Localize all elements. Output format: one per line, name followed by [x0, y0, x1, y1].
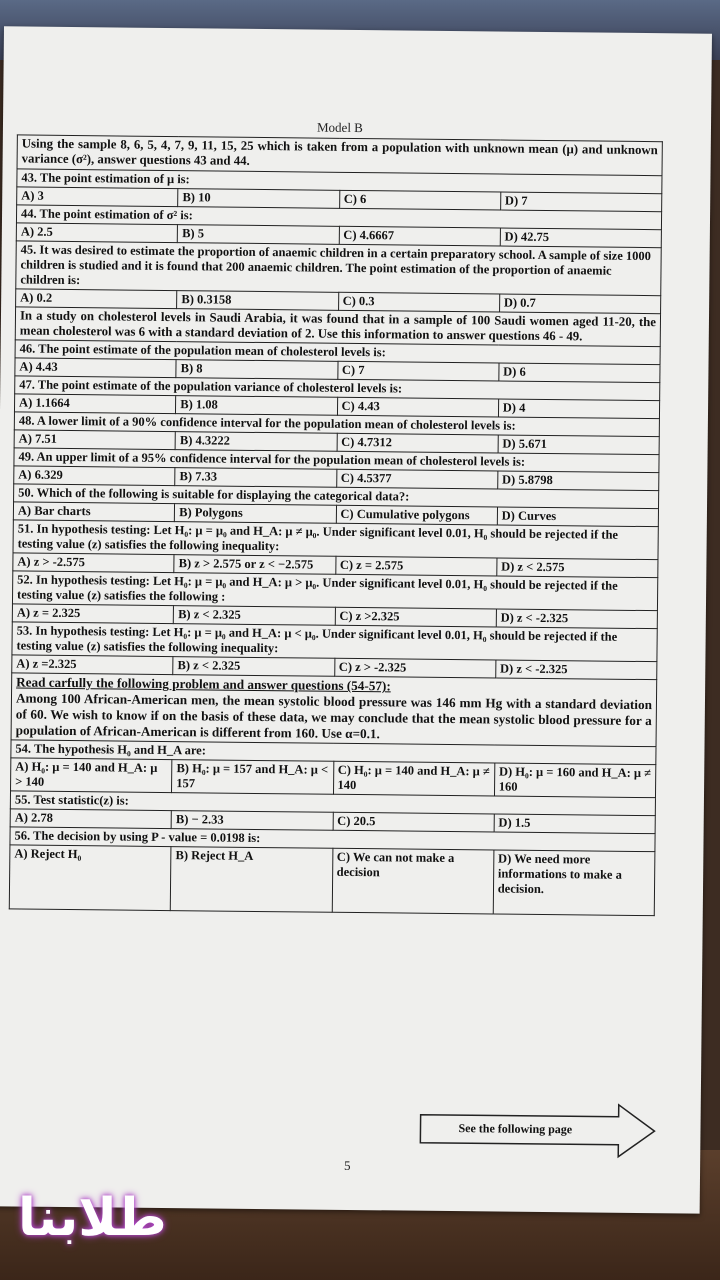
q55-option-a: A) 2.78 — [10, 809, 171, 829]
intro-sample: Using the sample 8, 6, 5, 4, 7, 9, 11, 15, 25 which is taken from a population with unknown mean (μ) and unknown variance (σ²), answer questions 43 and 44. — [17, 135, 662, 175]
intro-blood-pressure — [11, 673, 657, 746]
q52-stem: 52. In hypothesis testing: Let H₀: μ = μ₀ and H_A: μ > μ₀. Under significant level 0.01, H₀ should be rejected if the testing value (z) satisfies the following : — [12, 571, 657, 611]
q48-option-a: A) 7.51 — [14, 430, 175, 450]
q49-stem: 49. An upper limit of a 95% confidence interval for the population mean of cholesterol levels is: — [14, 448, 659, 473]
q47-option-d: D) 4 — [498, 399, 659, 419]
q44-stem: 44. The point estimation of σ² is: — [16, 205, 661, 230]
intro-cholesterol: In a study on cholesterol levels in Saudi Arabia, it was found that in a sample of 100 Saudi women aged 11-20, the mean cholesterol was 6 with a standard deviation of 2. Use this information to answer questions 46 - 49. — [15, 307, 660, 347]
q54-option-a: A) H₀: μ = 140 and H_A: μ > 140 — [11, 758, 173, 793]
q46-option-a: A) 4.43 — [15, 358, 176, 378]
q45-option-d: D) 0.7 — [499, 294, 660, 314]
q48-option-d: D) 5.671 — [498, 435, 659, 455]
q49-option-b: B) 7.33 — [175, 468, 336, 488]
q46-option-b: B) 8 — [176, 360, 337, 380]
page-number: 5 — [344, 1157, 351, 1173]
q44-option-c: C) 4.6667 — [339, 226, 500, 246]
q48-option-c: C) 4.7312 — [337, 434, 498, 454]
q56-option-b: B) Reject H_A — [171, 846, 333, 912]
q48-stem: 48. A lower limit of a 90% confidence interval for the population mean of cholesterol levels is: — [14, 412, 659, 437]
intro-blood-pressure-title: Read carfully the following problem and answer questions (54-57): — [16, 674, 391, 694]
q52-option-a: A) z = 2.325 — [12, 604, 173, 624]
q47-stem: 47. The point estimate of the population variance of cholesterol levels is: — [15, 376, 660, 401]
q51-option-b: B) z > 2.575 or z < −2.575 — [174, 555, 335, 575]
q54-option-c: C) H₀: μ = 140 and H_A: μ ≠ 140 — [333, 761, 495, 796]
q50-option-b: B) Polygons — [175, 504, 336, 524]
see-next-text: See the following page — [458, 1121, 573, 1137]
q50-stem: 50. Which of the following is suitable for displaying the categorical data?: — [14, 484, 659, 509]
questions-table — [9, 134, 663, 915]
watermark-text: طلابنا — [18, 1188, 167, 1248]
q53-option-d: D) z < -2.325 — [495, 660, 656, 680]
q44-option-a: A) 2.5 — [16, 223, 177, 243]
q56-option-d: D) We need more informations to make a decision. — [493, 850, 655, 916]
q45-option-a: A) 0.2 — [16, 289, 177, 309]
q53-option-b: B) z < 2.325 — [173, 657, 334, 677]
watermark-logo — [18, 1168, 167, 1252]
q55-stem: 55. Test statistic(z) is: — [10, 791, 655, 816]
q43-option-a: A) 3 — [17, 187, 178, 207]
intro-blood-pressure-text: Among 100 African-American men, the mean systolic blood pressure was 146 mm Hg with a standard deviation of 60. We wish to know if on the basis of these data, we may conclude that the mean systolic blood pressure for a population of African-American is different from 160. Use α=0.1. — [15, 690, 653, 742]
q50-option-a: A) Bar charts — [13, 502, 174, 522]
q48-option-b: B) 4.3222 — [175, 432, 336, 452]
q47-option-c: C) 4.43 — [337, 398, 498, 418]
q56-option-c: C) We can not make a decision — [332, 848, 494, 914]
q56-stem: 56. The decision by using P - value = 0.0198 is: — [10, 827, 655, 852]
q46-option-c: C) 7 — [337, 362, 498, 382]
q44-option-b: B) 5 — [178, 224, 339, 244]
q56-option-a: A) Reject H₀ — [9, 845, 171, 911]
q49-option-d: D) 5.8798 — [497, 471, 658, 491]
model-header: Model B — [316, 119, 363, 136]
q53-option-c: C) z > -2.325 — [334, 659, 495, 679]
q52-option-b: B) z < 2.325 — [174, 606, 335, 626]
q51-stem: 51. In hypothesis testing: Let H₀: μ = μ₀ and H_A: μ ≠ μ₀. Under significant level 0.01, H₀ should be rejected if the testing value (z) satisfies the following inequality: — [13, 520, 658, 560]
q45-stem: 45. It was desired to estimate the proportion of anaemic children in a certain preparatory school. A sample of size 1000 children is studied and it is found that 200 anaemic children. The point estimation of the proportion of anaemic children is: — [16, 241, 661, 296]
q53-stem: 53. In hypothesis testing: Let H₀: μ = μ₀ and H_A: μ < μ₀. Under significant level 0.01, H₀ should be rejected if the testing value (z) satisfies the following inequality: — [12, 622, 657, 662]
q54-stem: 54. The hypothesis H₀ and H_A are: — [11, 740, 656, 765]
q46-option-d: D) 6 — [499, 363, 660, 383]
q52-option-d: D) z < -2.325 — [496, 609, 657, 629]
q49-option-c: C) 4.5377 — [336, 470, 497, 490]
q44-option-d: D) 42.75 — [500, 228, 661, 248]
q55-option-c: C) 20.5 — [333, 812, 494, 832]
see-next-arrow — [418, 1101, 659, 1160]
q52-option-c: C) z >2.325 — [335, 608, 496, 628]
q45-option-c: C) 0.3 — [338, 292, 499, 312]
q54-option-b: B) H₀: μ = 157 and H_A: μ < 157 — [172, 759, 334, 794]
q50-option-d: D) Curves — [497, 507, 658, 527]
q54-option-d: D) H₀: μ = 160 and H_A: μ ≠ 160 — [494, 763, 656, 798]
exam-page — [0, 26, 712, 1213]
q43-stem: 43. The point estimation of μ is: — [17, 169, 662, 194]
q50-option-c: C) Cumulative polygons — [336, 506, 497, 526]
exam-content — [9, 82, 664, 915]
q51-option-d: D) z < 2.575 — [497, 558, 658, 578]
q46-stem: 46. The point estimate of the population mean of cholesterol levels is: — [15, 340, 660, 365]
q45-option-b: B) 0.3158 — [177, 290, 338, 310]
q49-option-a: A) 6.329 — [14, 466, 175, 486]
q51-option-c: C) z = 2.575 — [335, 557, 496, 577]
q43-option-b: B) 10 — [178, 188, 339, 208]
q55-option-b: B) − 2.33 — [171, 810, 332, 830]
q47-option-b: B) 1.08 — [176, 396, 337, 416]
q43-option-c: C) 6 — [339, 190, 500, 210]
q47-option-a: A) 1.1664 — [14, 394, 175, 414]
q51-option-a: A) z > -2.575 — [13, 553, 174, 573]
q53-option-a: A) z =2.325 — [12, 655, 173, 675]
q43-option-d: D) 7 — [500, 192, 661, 212]
q55-option-d: D) 1.5 — [494, 814, 655, 834]
